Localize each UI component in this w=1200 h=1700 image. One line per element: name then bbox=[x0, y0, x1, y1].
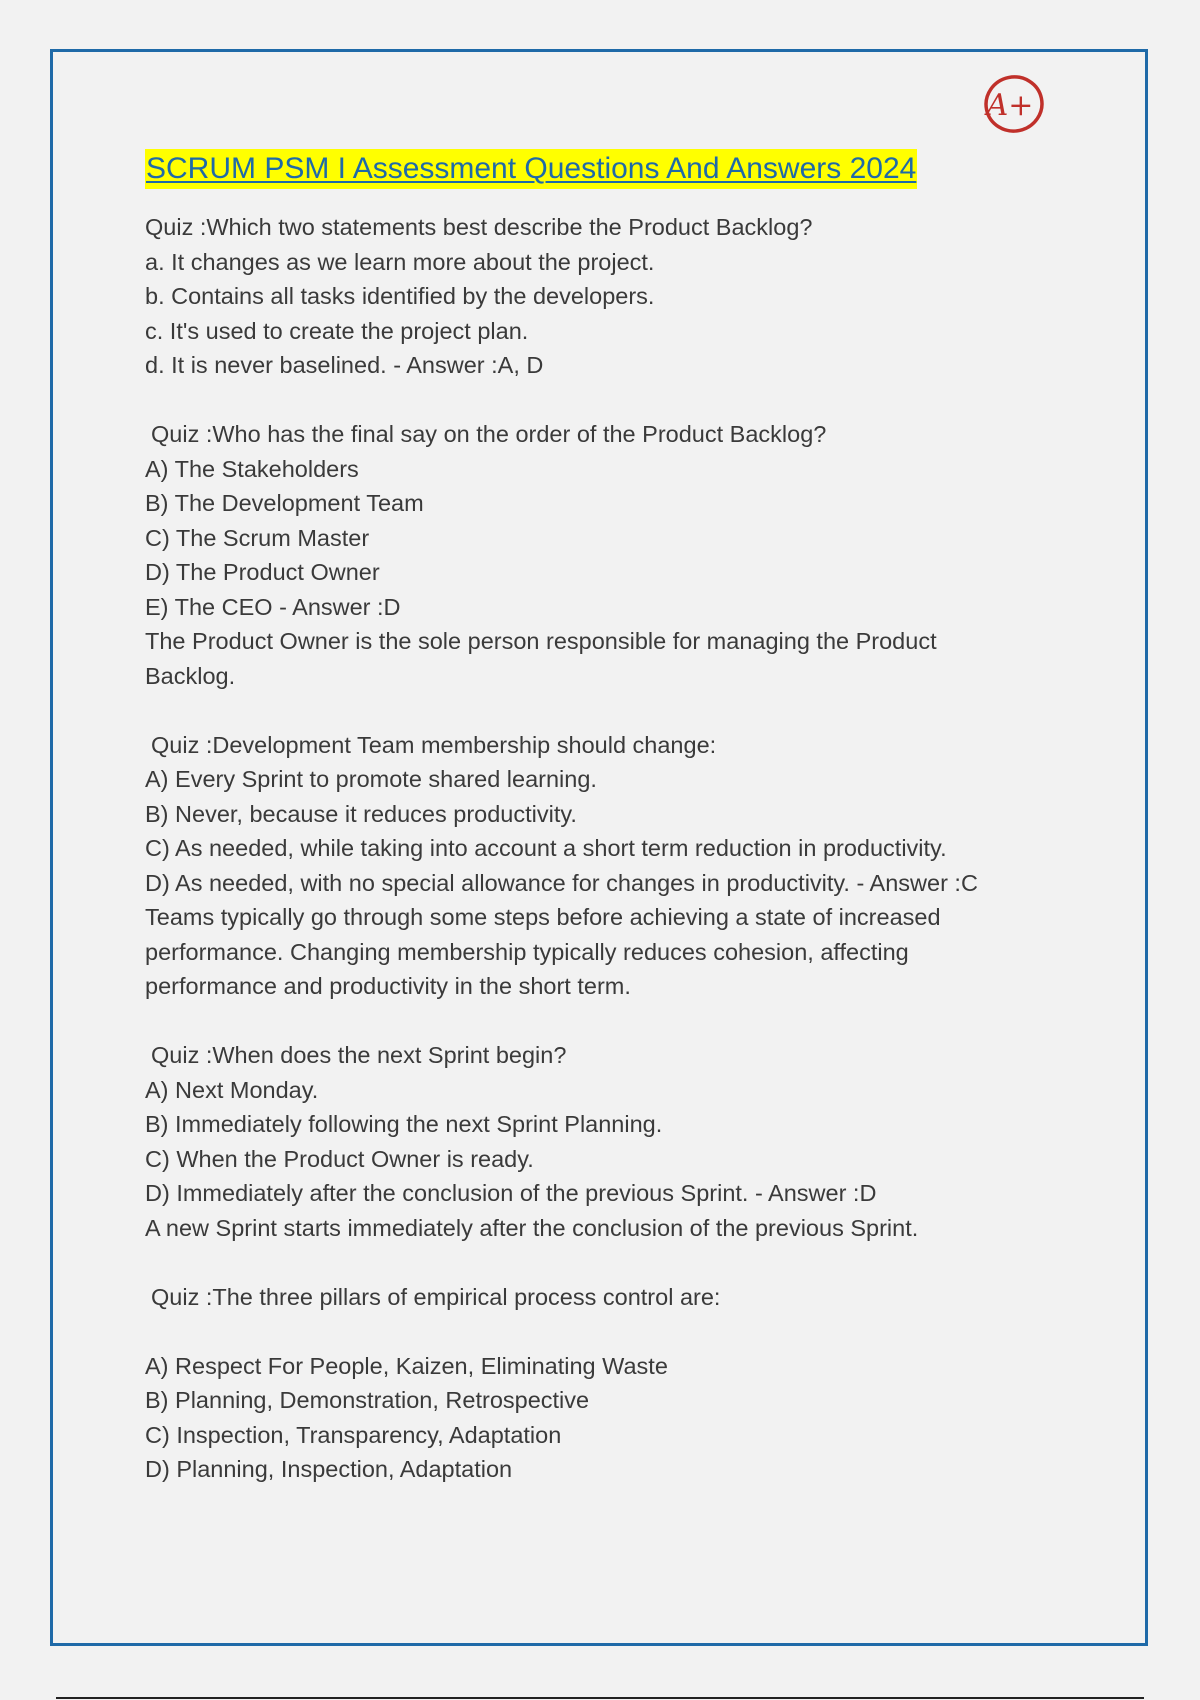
question-block-4 bbox=[145, 1038, 1075, 1245]
question-text: Quiz :The three pillars of empirical process control are: bbox=[151, 1283, 721, 1310]
answer-option: B) Never, because it reduces productivity. bbox=[145, 800, 577, 827]
answer-option: c. It's used to create the project plan. bbox=[145, 317, 529, 344]
question-text: Quiz :When does the next Sprint begin? bbox=[151, 1042, 567, 1068]
answer-option: d. It is never baselined. - Answer :A, D bbox=[145, 352, 544, 378]
document-body bbox=[145, 210, 1075, 1487]
question-text: Quiz :Which two statements best describe the Product Backlog? bbox=[145, 214, 813, 240]
explanation-text: Teams typically go through some steps before achieving a state of increased performance. Changing membership typically reduces cohesion, affecting performance and productivity in the short term. bbox=[145, 904, 941, 999]
answer-option: a. It changes as we learn more about the project. bbox=[145, 248, 655, 275]
bottom-divider bbox=[56, 1697, 1144, 1699]
question-block-2 bbox=[145, 417, 1075, 693]
grade-stamp-icon bbox=[983, 73, 1045, 135]
answer-option: C) When the Product Owner is ready. bbox=[145, 1145, 534, 1172]
answer-option: B) The Development Team bbox=[145, 490, 424, 516]
question-block-3 bbox=[145, 728, 1075, 1004]
explanation-text: The Product Owner is the sole person responsible for managing the Product Backlog. bbox=[145, 628, 937, 689]
answer-option: C) Inspection, Transparency, Adaptation bbox=[145, 1421, 562, 1448]
answer-option: D) As needed, with no special allowance for changes in productivity. - Answer :C bbox=[145, 869, 978, 896]
answer-option: A) Respect For People, Kaizen, Eliminating Waste bbox=[145, 1352, 668, 1379]
answer-option: D) Immediately after the conclusion of the previous Sprint. - Answer :D bbox=[145, 1180, 877, 1206]
document-title: SCRUM PSM I Assessment Questions And Answers 2024 bbox=[145, 149, 917, 189]
answer-option: C) The Scrum Master bbox=[145, 524, 370, 551]
question-text: Quiz :Who has the final say on the order of the Product Backlog? bbox=[151, 421, 827, 447]
grade-stamp-text: A+ bbox=[986, 88, 1034, 123]
answer-option: A) The Stakeholders bbox=[145, 455, 359, 482]
answer-option: D) Planning, Inspection, Adaptation bbox=[145, 1456, 513, 1482]
answer-option: A) Every Sprint to promote shared learning. bbox=[145, 766, 597, 792]
answer-option: B) Planning, Demonstration, Retrospective bbox=[145, 1387, 590, 1413]
answer-option: A) Next Monday. bbox=[145, 1076, 319, 1103]
answer-option: b. Contains all tasks identified by the developers. bbox=[145, 283, 655, 309]
answer-option: E) The CEO - Answer :D bbox=[145, 593, 401, 620]
answer-option: D) The Product Owner bbox=[145, 559, 380, 585]
question-text: Quiz :Development Team membership should change: bbox=[151, 731, 717, 758]
question-block-1 bbox=[145, 210, 1075, 383]
explanation-text: A new Sprint starts immediately after the conclusion of the previous Sprint. bbox=[145, 1214, 919, 1241]
question-block-5 bbox=[145, 1280, 1075, 1487]
answer-option: C) As needed, while taking into account a short term reduction in productivity. bbox=[145, 835, 947, 861]
answer-option: B) Immediately following the next Sprint Planning. bbox=[145, 1111, 663, 1137]
